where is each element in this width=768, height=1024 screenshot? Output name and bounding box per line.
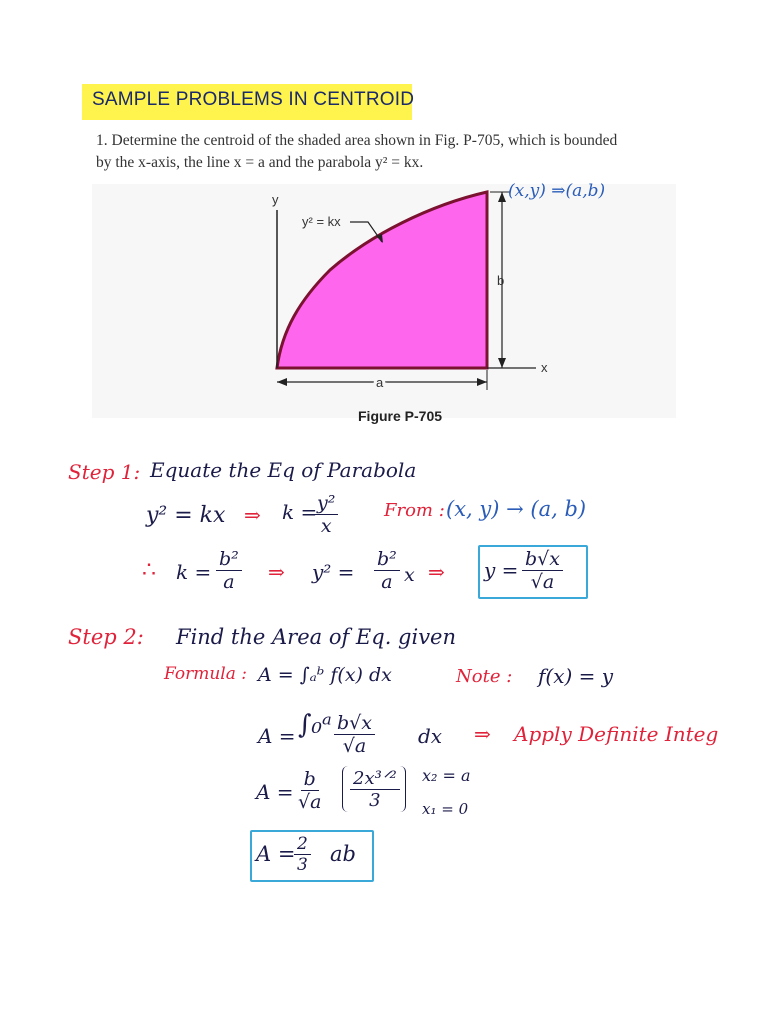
- note-label: Note :: [456, 666, 513, 687]
- step1-arrow-2: ⇒: [268, 560, 285, 584]
- step1-arrow-1: ⇒: [244, 503, 261, 527]
- integral-sign: ∫₀ᵃ: [298, 710, 332, 740]
- a-arrow-left: [277, 378, 287, 386]
- y-axis-label: y: [272, 192, 279, 207]
- step1-eq1: y² = kx: [146, 503, 226, 528]
- integral-fraction: [334, 712, 375, 757]
- formula: A = ∫ₐᵇ f(x) dx: [258, 664, 392, 686]
- therefore-symbol: ∴: [142, 558, 156, 583]
- figure-p705: [0, 0, 768, 440]
- boxed-y-eq: y =: [484, 558, 519, 582]
- k2-denominator: a: [223, 571, 235, 593]
- k2-numerator: b²: [216, 548, 242, 571]
- eval-inner-numerator: 2x³ᐟ²: [350, 768, 400, 790]
- eval-fraction: [298, 768, 321, 813]
- corner-note: (x,y) ⇒(a,b): [508, 181, 606, 201]
- result-fraction: [294, 834, 311, 875]
- boxed-fraction: [522, 548, 563, 593]
- y2-denominator: a: [381, 571, 393, 593]
- step1-k-eq: k =: [282, 500, 318, 524]
- eval-left: A =: [256, 780, 294, 804]
- boxed-denominator: √a: [530, 571, 555, 593]
- page-title: SAMPLE PROBLEMS IN CENTROID: [92, 89, 415, 110]
- step1-label: Step 1:: [68, 460, 141, 484]
- b-arrow-top: [498, 192, 506, 202]
- step2-label: Step 2:: [68, 625, 144, 649]
- problem-line-2: by the x-axis, the line x = a and the parabola y² = kx.: [96, 154, 424, 171]
- step2-arrow: ⇒: [474, 722, 491, 746]
- a-arrow-right: [477, 378, 487, 386]
- result-denominator: 3: [297, 855, 308, 875]
- integral-dx: dx: [418, 724, 443, 748]
- integral-left: A =: [258, 724, 296, 748]
- step1-k2-eq: k =: [176, 560, 212, 584]
- y2-numerator: b²: [374, 548, 400, 571]
- integral-denominator: √a: [342, 735, 367, 757]
- k-denominator: x: [320, 515, 332, 537]
- b-label: b: [497, 273, 505, 288]
- eval-denominator: √a: [298, 791, 322, 813]
- curve-label: y² = kx: [302, 214, 341, 229]
- formula-label: Formula :: [164, 664, 247, 684]
- result-numerator: 2: [294, 834, 311, 855]
- step1-heading: Equate the Eq of Parabola: [150, 458, 417, 482]
- step1-y2-x: x: [404, 564, 415, 586]
- step1-y2-eq: y² =: [312, 560, 355, 584]
- step2-heading: Find the Area of Eq. given: [176, 625, 457, 649]
- b-arrow-bottom: [498, 358, 506, 368]
- step1-arrow-3: ⇒: [428, 560, 445, 584]
- step1-y2-fraction: [374, 548, 400, 593]
- note-value: f(x) = y: [538, 664, 614, 688]
- upper-limit: x₂ = a: [422, 766, 471, 785]
- from-label: From :: [384, 500, 445, 521]
- eval-numerator: b: [301, 768, 319, 791]
- step1-k-fraction: [314, 492, 338, 537]
- x-axis-label: x: [541, 360, 548, 375]
- from-value: (x, y) → (a, b): [446, 497, 587, 521]
- eval-inner-denominator: 3: [369, 790, 381, 811]
- a-label: a: [376, 375, 384, 390]
- apply-note: Apply Definite Integ: [514, 722, 719, 746]
- lower-limit: x₁ = 0: [422, 800, 469, 818]
- k-numerator: y²: [314, 492, 338, 515]
- boxed-numerator: b√x: [522, 548, 563, 571]
- integral-numerator: b√x: [334, 712, 375, 735]
- result-left: A =: [256, 842, 296, 866]
- figure-caption: Figure P-705: [358, 408, 443, 424]
- result-right: ab: [330, 842, 356, 866]
- eval-inner-fraction: [350, 768, 400, 811]
- step1-k2-fraction: [216, 548, 242, 593]
- problem-line-1: 1. Determine the centroid of the shaded area shown in Fig. P-705, which is bounded: [96, 132, 618, 149]
